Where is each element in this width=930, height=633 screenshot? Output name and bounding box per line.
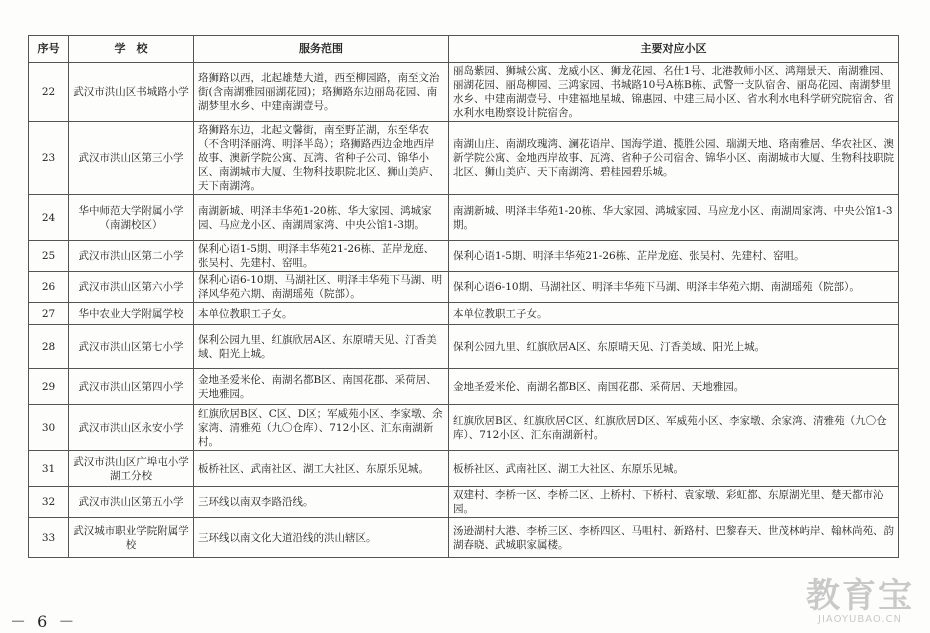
table-row (29, 63, 899, 122)
row-communities: 金地圣爱米伦、南湖名都B区、南国花郡、采荷居、天地雅园。 (449, 369, 899, 405)
row-number: 23 (29, 122, 69, 195)
table-row (29, 195, 899, 241)
row-school: 武汉城市职业学院附属学校 (69, 518, 194, 558)
row-number: 33 (29, 518, 69, 558)
row-school: 武汉市洪山区第三小学 (69, 122, 194, 195)
row-number: 27 (29, 303, 69, 325)
header-service-scope: 服务范围 (194, 36, 449, 63)
row-number: 25 (29, 241, 69, 272)
table-row (29, 518, 899, 558)
school-district-table (28, 35, 899, 558)
row-service-scope: 保利心语1-5期、明泽丰华苑21-26栋、芷岸龙庭、张吴村、先建村、窑咀。 (194, 241, 449, 272)
row-number: 31 (29, 451, 69, 487)
row-school: 武汉市洪山区广埠屯小学湖工分校 (69, 451, 194, 487)
table-row (29, 325, 899, 369)
row-communities: 保利心语1-5期、明泽丰华苑21-26栋、芷岸龙庭、张吴村、先建村、窑咀。 (449, 241, 899, 272)
row-communities: 本单位教职工子女。 (449, 303, 899, 325)
row-service-scope: 南湖新城、明泽丰华苑1-20栋、华大家园、鸿城家园、马应龙小区、南湖周家湾、中央公馆1-3期。 (194, 195, 449, 241)
row-communities: 汤逊湖村大港、李桥三区、李桥四区、马咀村、新路村、巴黎春天、世茂林屿岸、翰林尚苑、韵湖春晓、武城职家属楼。 (449, 518, 899, 558)
row-number: 32 (29, 487, 69, 518)
row-communities: 南湖山庄、南湖玫瑰湾、澜花语岸、国海学道、揽胜公园、瑞湖天地、珞南雅居、华农社区、澳新学院公寓、金地西岸故事、瓦湾、省种子公司宿舍、锦华小区、南湖城市大厦、生物科技职院北区、狮山美庐、天下南湖湾、碧桂园碧乐城。 (449, 122, 899, 195)
row-communities: 红旗欣居B区、红旗欣居C区、红旗欣居D区、军威苑小区、李家墩、余家湾、清雅苑（九〇仓库）、712小区、汇东南湖新村。 (449, 405, 899, 451)
row-service-scope: 三环线以南文化大道沿线的洪山辖区。 (194, 518, 449, 558)
row-school: 武汉市洪山区第四小学 (69, 369, 194, 405)
row-school: 武汉市洪山区永安小学 (69, 405, 194, 451)
row-school: 武汉市洪山区第二小学 (69, 241, 194, 272)
header-communities: 主要对应小区 (449, 36, 899, 63)
header-number: 序号 (29, 36, 69, 63)
row-school: 华中师范大学附属小学（南湖校区） (69, 195, 194, 241)
watermark-brand: 教育宝 (806, 576, 914, 616)
table-row (29, 405, 899, 451)
row-school: 华中农业大学附属学校 (69, 303, 194, 325)
header-school: 学 校 (69, 36, 194, 63)
table-row (29, 122, 899, 195)
table-row (29, 303, 899, 325)
row-number: 29 (29, 369, 69, 405)
row-service-scope: 保利公园九里、红旗欣居A区、东原晴天见、汀香美域、阳光上城。 (194, 325, 449, 369)
row-service-scope: 金地圣爱米伦、南湖名都B区、南国花郡、采荷居、天地雅园。 (194, 369, 449, 405)
row-communities: 双建村、李桥一区、李桥二区、上桥村、下桥村、袁家墩、彩虹都、东原湖光里、楚天都市沁园。 (449, 487, 899, 518)
row-communities: 板桥社区、武南社区、湖工大社区、东原乐见城。 (449, 451, 899, 487)
row-school: 武汉市洪山区第六小学 (69, 272, 194, 303)
row-school: 武汉市洪山区第五小学 (69, 487, 194, 518)
table-header-row (29, 36, 899, 63)
row-school: 武汉市洪山区第七小学 (69, 325, 194, 369)
table-row (29, 451, 899, 487)
row-service-scope: 板桥社区、武南社区、湖工大社区、东原乐见城。 (194, 451, 449, 487)
table-row (29, 241, 899, 272)
row-communities: 南湖新城、明泽丰华苑1-20栋、华大家园、鸿城家园、马应龙小区、南湖周家湾、中央公馆1-3期。 (449, 195, 899, 241)
row-service-scope: 珞狮路以西，北起雄楚大道，西至柳园路，南至文治街(含南湖雅园丽湖花园)；珞狮路东边丽岛花园、南湖梦里水乡、中建南湖壹号。 (194, 63, 449, 122)
row-service-scope: 三环线以南双李路沿线。 (194, 487, 449, 518)
row-number: 22 (29, 63, 69, 122)
table-row (29, 369, 899, 405)
watermark-url: JIAOYUBAO.CN (818, 614, 902, 625)
page-number: － 6 － (10, 612, 78, 631)
row-communities: 保利公园九里、红旗欣居A区、东原晴天见、汀香美域、阳光上城。 (449, 325, 899, 369)
row-communities: 保利心语6-10期、马湖社区、明泽丰华苑下马湖、明泽丰华苑六期、南湖瑶苑（院部）。 (449, 272, 899, 303)
row-service-scope: 红旗欣居B区、C区、D区；军威苑小区、李家墩、余家湾、清雅苑（九〇仓库）、712小区、汇东南湖新村。 (194, 405, 449, 451)
row-school: 武汉市洪山区书城路小学 (69, 63, 194, 122)
row-number: 28 (29, 325, 69, 369)
table-row (29, 272, 899, 303)
row-service-scope: 本单位教职工子女。 (194, 303, 449, 325)
table-row (29, 487, 899, 518)
row-number: 26 (29, 272, 69, 303)
row-service-scope: 保利心语6-10期、马湖社区、明泽丰华苑下马湖、明泽风华苑六期、南湖瑶苑（院部）。 (194, 272, 449, 303)
row-communities: 丽岛紫园、狮城公寓、龙威小区、狮龙花园、名仕1号、北港教师小区、鸿翔景天、南湖雅园、丽湖花园、丽岛柳园、三鸿家园、书城路10号A栋B栋、武警一支队宿舍、丽岛花园、南湖梦里水乡、中建南湖壹号、中建福地星城、锦惠园、中建三局小区、省水利水电科学研究院宿舍、省水利水电勘察设计院宿舍。 (449, 63, 899, 122)
watermark-logo (806, 578, 914, 625)
row-number: 24 (29, 195, 69, 241)
row-service-scope: 珞狮路东边，北起文馨街，南至野芷湖，东至华农（不含明泽丽湾、明泽半岛）；珞狮路西边金地西岸故事、澳新学院公寓、瓦湾、省种子公司、锦华小区、南湖城市大厦、生物科技职院北区、狮山美庐、天下南湖湾。 (194, 122, 449, 195)
row-number: 30 (29, 405, 69, 451)
